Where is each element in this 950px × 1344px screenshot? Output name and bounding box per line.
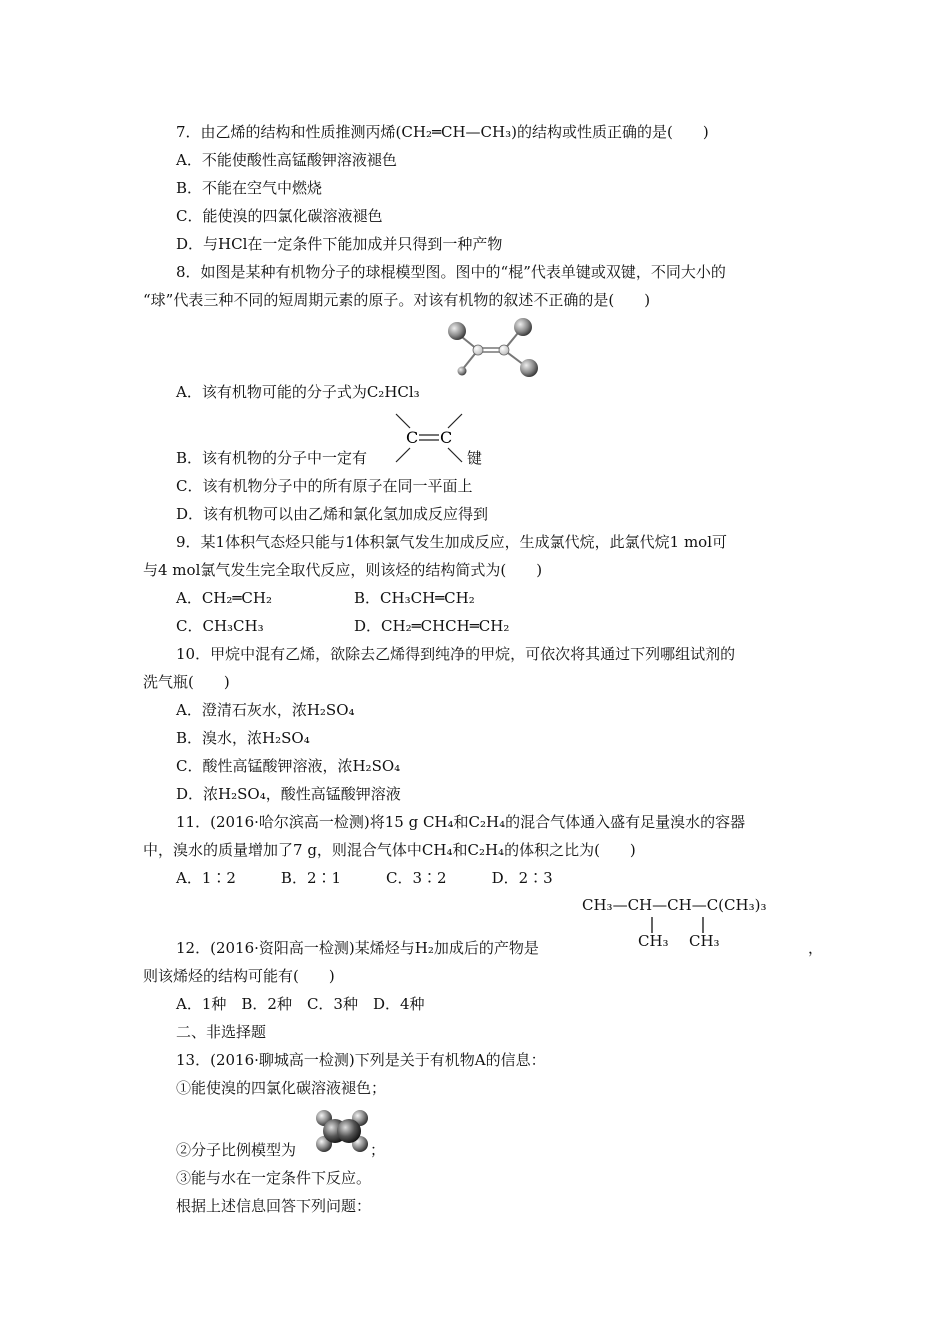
q10-option-a: A．澄清石灰水，浓H₂SO₄ xyxy=(176,701,355,719)
q12-options: A．1种 B．2种 C．3种 D．4种 xyxy=(176,995,425,1013)
q10-stem-line1: 10．甲烷中混有乙烯，欲除去乙烯得到纯净的甲烷，可依次将其通过下列哪组试剂的 xyxy=(176,645,736,663)
q9-option-d: D．CH₂═CHCH═CH₂ xyxy=(354,617,510,635)
q11-options: A．1∶2 B．2∶1 C．3∶2 D．2∶3 xyxy=(176,869,553,887)
bond-atom-right: C xyxy=(440,428,453,447)
formula-branch-methyl-2: CH₃ xyxy=(689,932,720,950)
q9-option-a: A．CH₂═CH₂ xyxy=(176,589,273,607)
q7-option-b: B．不能在空气中燃烧 xyxy=(176,179,323,197)
space-filling-model-figure xyxy=(314,1108,370,1154)
q13-info-3: ③能与水在一定条件下反应。 xyxy=(176,1169,372,1187)
q13-info-1: ①能使溴的四氯化碳溶液褪色； xyxy=(176,1079,387,1097)
q12-stem-line1: 12．(2016·资阳高一检测)某烯烃与H₂加成后的产物是 xyxy=(176,939,539,957)
formula-branch-methyl-1: CH₃ xyxy=(638,932,669,950)
ball-and-stick-model-figure xyxy=(440,316,544,382)
formula-main-chain: CH₃—CH—CH—C(CH₃)₃ xyxy=(582,896,767,914)
q7-option-a: A．不能使酸性高锰酸钾溶液褪色 xyxy=(176,151,397,169)
q8-option-b-prefix: B．该有机物的分子中一定有 xyxy=(176,449,368,467)
q7-option-d: D．与HCl在一定条件下能加成并只得到一种产物 xyxy=(176,235,503,253)
q11-stem-line1: 11．(2016·哈尔滨高一检测)将15 g CH₄和C₂H₄的混合气体通入盛有足量溴水的容器 xyxy=(176,813,746,831)
q10-stem-line2: 洗气瓶( ) xyxy=(143,673,230,691)
q10-option-d: D．浓H₂SO₄，酸性高锰酸钾溶液 xyxy=(176,785,401,803)
q8-option-b-suffix: 键 xyxy=(467,449,483,467)
section-heading: 二、非选择题 xyxy=(176,1023,267,1041)
q9-option-c: C．CH₃CH₃ xyxy=(176,617,264,635)
q9-option-b: B．CH₃CH═CH₂ xyxy=(354,589,475,607)
q10-option-b: B．溴水，浓H₂SO₄ xyxy=(176,729,310,747)
carbon-carbon-double-bond-figure xyxy=(392,410,466,466)
q8-stem-line2: “球”代表三种不同的短周期元素的原子。对该有机物的叙述不正确的是( ) xyxy=(143,291,651,309)
q9-stem-line2: 与4 mol氯气发生完全取代反应，则该烃的结构简式为( ) xyxy=(143,561,543,579)
q12-structural-formula xyxy=(582,896,812,956)
q8-stem-line1: 8．如图是某种有机物分子的球棍模型图。图中的“棍”代表单键或双键，不同大小的 xyxy=(176,263,726,281)
q13-info-2-prefix: ②分子比例模型为 xyxy=(176,1141,297,1159)
q13-ask: 根据上述信息回答下列问题： xyxy=(176,1197,372,1215)
q11-stem-line2: 中，溴水的质量增加了7 g，则混合气体中CH₄和C₂H₄的体积之比为( ) xyxy=(143,841,636,859)
q13-stem: 13．(2016·聊城高一检测)下列是关于有机物A的信息： xyxy=(176,1051,546,1069)
q7-stem: 7．由乙烯的结构和性质推测丙烯(CH₂═CH—CH₃)的结构或性质正确的是( ) xyxy=(176,123,709,141)
bond-atom-left: C xyxy=(406,428,419,447)
q12-stem-comma: ， xyxy=(808,939,824,957)
q12-stem-line2: 则该烯烃的结构可能有( ) xyxy=(143,967,335,985)
q10-option-c: C．酸性高锰酸钾溶液，浓H₂SO₄ xyxy=(176,757,401,775)
q13-info-2-suffix: ； xyxy=(370,1141,386,1159)
q8-option-c: C．该有机物分子中的所有原子在同一平面上 xyxy=(176,477,473,495)
q8-option-d: D．该有机物可以由乙烯和氯化氢加成反应得到 xyxy=(176,505,489,523)
q9-stem-line1: 9．某1体积气态烃只能与1体积氯气发生加成反应，生成氯代烷，此氯代烷1 mol可 xyxy=(176,533,727,551)
q8-option-a: A．该有机物可能的分子式为C₂HCl₃ xyxy=(176,383,420,401)
q7-option-c: C．能使溴的四氯化碳溶液褪色 xyxy=(176,207,383,225)
